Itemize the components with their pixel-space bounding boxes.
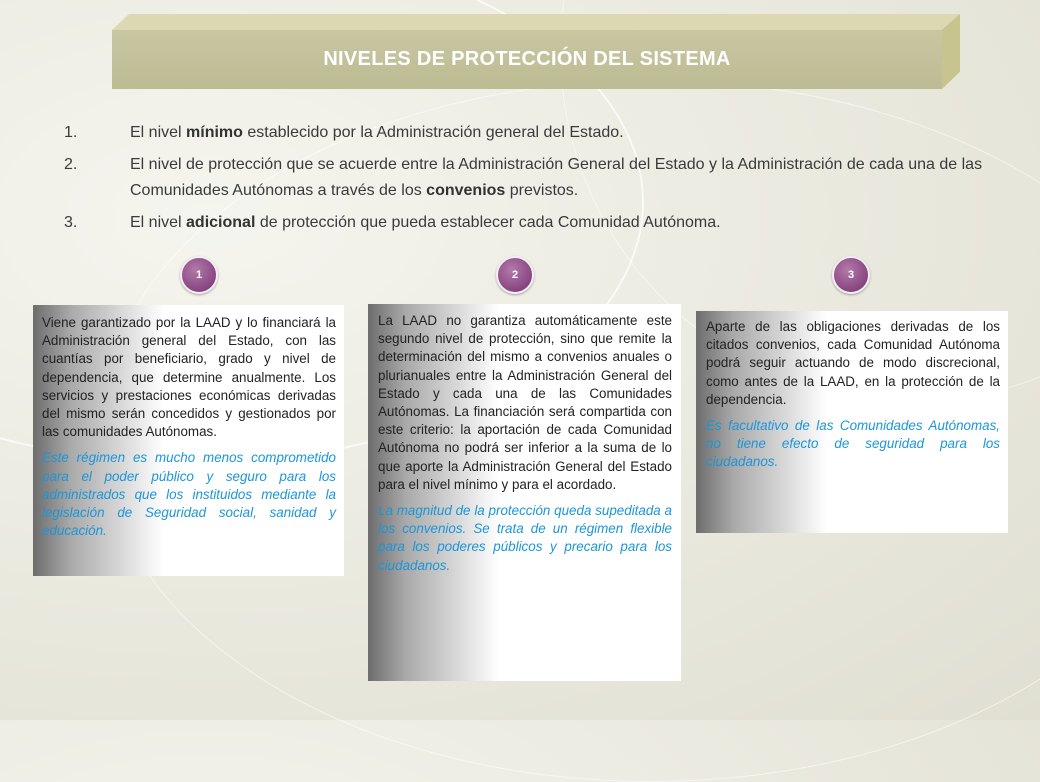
level-number: 2. bbox=[64, 156, 78, 173]
level-text: El nivel de protección que se acuerde entre la Administración General del Estado y la Administración de cada una de las Comunidades Autónomas a través de los convenios previstos. bbox=[130, 156, 983, 199]
level-number: 1. bbox=[64, 124, 78, 141]
level-keyword: mínimo bbox=[186, 124, 243, 141]
level-item-1 bbox=[64, 120, 984, 146]
box-note-text: La magnitud de la protección queda supeditada a los convenios. Se trata de un régimen flexible para los poderes públicos y precario para los ciudadanos. bbox=[378, 503, 672, 573]
level-keyword: convenios bbox=[426, 182, 506, 199]
level-text: El nivel adicional de protección que pueda establecer cada Comunidad Autónoma. bbox=[130, 214, 721, 231]
page-title: NIVELES DE PROTECCIÓN DEL SISTEMA bbox=[323, 48, 731, 70]
level-item-3 bbox=[64, 210, 984, 236]
box-note-text: Este régimen es mucho menos comprometido para el poder público y seguro para los administrados que los instituidos mediante la legislación de Seguridad social, sanidad y educación. bbox=[42, 450, 336, 539]
level-text: El nivel mínimo establecido por la Administración general del Estado. bbox=[130, 124, 624, 141]
level-item-2 bbox=[64, 152, 984, 204]
box-note-text: Es facultativo de las Comunidades Autónomas, no tiene efecto de seguridad para los ciudadanos. bbox=[706, 418, 1000, 470]
level-badge-2: 2 bbox=[496, 256, 534, 294]
level-keyword: adicional bbox=[186, 214, 256, 231]
box-body-text: Viene garantizado por la LAAD y lo financiará la Administración general del Estado, con las cuantías por beneficiario, grado y nivel de dependencia, que determine anualmente. Los servicios y prestaciones económicas derivadas del mismo serán concedidos y gestionados por las comunidades Autónomas. bbox=[42, 315, 336, 440]
title-banner-top bbox=[112, 14, 960, 30]
level-3-description-box bbox=[696, 311, 1008, 533]
level-1-description-box bbox=[33, 305, 344, 576]
level-badge-3: 3 bbox=[832, 256, 870, 294]
levels-list bbox=[64, 120, 984, 242]
box-body-text: La LAAD no garantiza automáticamente este segundo nivel de protección, sino que remite la determinación del mismo a convenios anuales o plurianuales entre la Administración General del Estado y cada una de las Comunidades Autónomas. La financiación será compartida con este criterio: la aportación de cada Comunidad Autónoma no podrá ser inferior a la suma de lo que aporte la Administración General del Estado para el nivel mínimo y para el acordado. bbox=[378, 313, 672, 492]
level-2-description-box bbox=[368, 304, 681, 681]
title-banner bbox=[112, 14, 960, 89]
box-body-text: Aparte de las obligaciones derivadas de los citados convenios, cada Comunidad Autónoma podrá seguir actuando de modo discrecional, como antes de la LAAD, en la protección de la dependencia. bbox=[706, 319, 1000, 407]
title-banner-front bbox=[112, 30, 942, 89]
level-number: 3. bbox=[64, 214, 78, 231]
level-badge-1: 1 bbox=[180, 256, 218, 294]
